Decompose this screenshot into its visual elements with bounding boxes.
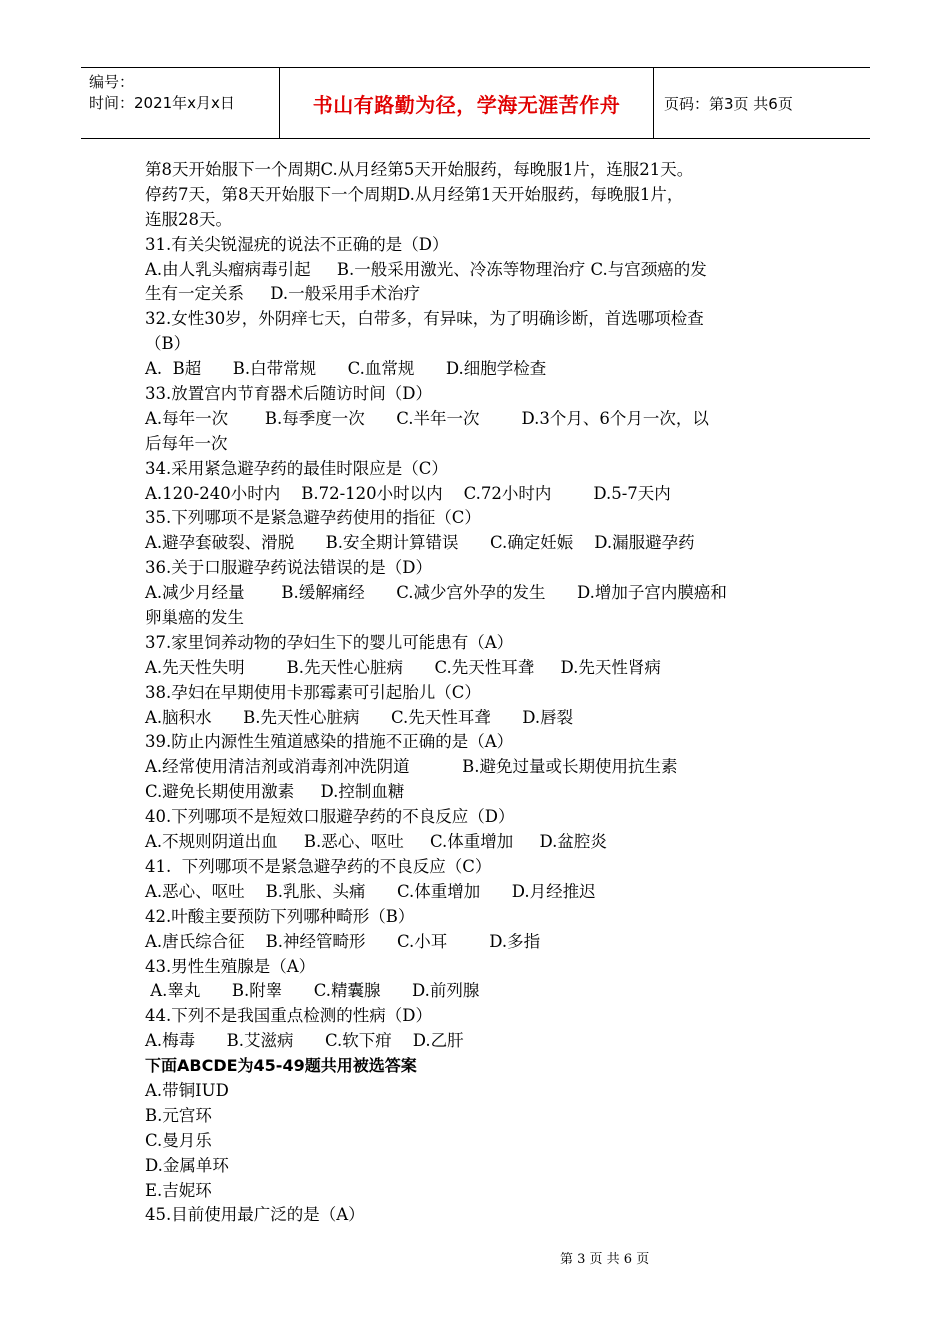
- text-line: A.避孕套破裂、滑脱 B.安全期计算错误 C.确定妊娠 D.漏服避孕药: [145, 533, 695, 553]
- page-label: 页码：第3页 共6页: [664, 94, 793, 113]
- document-body: [145, 158, 810, 1228]
- text-line: A.睾丸 B.附睾 C.精囊腺 D.前列腺: [145, 981, 480, 1001]
- text-line: 生有一定关系 D.一般采用手术治疗: [145, 284, 421, 304]
- text-line: 停药7天，第8天开始服下一个周期D.从月经第1天开始服药，每晚服1片，: [145, 184, 684, 204]
- text-line: 38.孕妇在早期使用卡那霉素可引起胎儿（C）: [145, 682, 481, 702]
- text-line: A.先天性失明 B.先天性心脏病 C.先天性耳聋 D.先天性肾病: [145, 657, 661, 677]
- text-line: 36.关于口服避孕药说法错误的是（D）: [145, 558, 432, 578]
- text-line: 39.防止内源性生殖道感染的措施不正确的是（A）: [145, 732, 514, 752]
- text-line: C.避免长期使用激素 D.控制血糖: [145, 782, 405, 802]
- text-line: A.不规则阴道出血 B.恶心、呕吐 C.体重增加 D.盆腔炎: [145, 832, 607, 852]
- page-footer: 第 3 页 共 6 页: [560, 1252, 650, 1267]
- date-label: 时间：2021年x月x日: [89, 94, 235, 112]
- text-line: 33.放置宫内节育器术后随访时间（D）: [145, 384, 432, 404]
- text-line: E.吉妮环: [145, 1180, 212, 1200]
- text-line: A.唐氏综合征 B.神经管畸形 C.小耳 D.多指: [145, 931, 541, 951]
- text-line: 35.下列哪项不是紧急避孕药使用的指征（C）: [145, 508, 481, 528]
- text-line: A.每年一次 B.每季度一次 C.半年一次 D.3个月、6个月一次，以: [145, 408, 709, 428]
- text-line: 40.下列哪项不是短效口服避孕药的不良反应（D）: [145, 807, 515, 827]
- text-line: 第8天开始服下一个周期C.从月经第5天开始服药，每晚服1片，连服21天。: [145, 160, 694, 179]
- header-motto-cell: [280, 68, 654, 138]
- text-line: 37.家里饲养动物的孕妇生下的婴儿可能患有（A）: [145, 632, 514, 652]
- text-line: B.元宫环: [145, 1105, 212, 1125]
- header-info-cell: [81, 68, 280, 138]
- text-line: 43.男性生殖腺是（A）: [145, 956, 316, 976]
- motto-text: 书山有路勤为径，学海无涯苦作舟: [312, 92, 621, 117]
- text-line: 42.叶酸主要预防下列哪种畸形（B）: [145, 906, 415, 926]
- text-line: 连服28天。: [145, 209, 232, 229]
- text-line: 后每年一次: [145, 433, 228, 453]
- text-line: 卵巢癌的发生: [145, 608, 244, 628]
- text-line: A.经常使用清洁剂或消毒剂冲洗阴道 B.避免过量或长期使用抗生素: [145, 757, 678, 777]
- page-header: [81, 67, 870, 139]
- text-line: 32.女性30岁，外阴痒七天，白带多，有异味，为了明确诊断，首选哪项检查: [145, 309, 704, 329]
- text-line: A.恶心、呕吐 B.乳胀、头痛 C.体重增加 D.月经推迟: [145, 881, 596, 901]
- text-line: A.梅毒 B.艾滋病 C.软下疳 D.乙肝: [145, 1031, 464, 1051]
- text-line: A.脑积水 B.先天性心脏病 C.先天性耳聋 D.唇裂: [145, 707, 574, 727]
- serial-label: 编号：: [89, 73, 135, 91]
- text-line: 41. 下列哪项不是紧急避孕药的不良反应（C）: [145, 856, 492, 876]
- text-line: D.金属单环: [145, 1155, 229, 1175]
- text-line: A.减少月经量 B.缓解痛经 C.减少宫外孕的发生 D.增加子宫内膜癌和: [145, 583, 727, 603]
- text-line: （B）: [145, 334, 191, 354]
- text-line: 45.目前使用最广泛的是（A）: [145, 1205, 365, 1225]
- text-line: A.120-240小时内 B.72-120小时以内 C.72小时内 D.5-7天内: [145, 483, 671, 503]
- text-line: 44.下列不是我国重点检测的性病（D）: [145, 1006, 432, 1026]
- text-line: 31.有关尖锐湿疣的说法不正确的是（D）: [145, 234, 449, 254]
- text-line: 34.采用紧急避孕药的最佳时限应是（C）: [145, 458, 448, 478]
- text-line: A. B超 B.白带常规 C.血常规 D.细胞学检查: [145, 359, 547, 379]
- text-line: A.由人乳头瘤病毒引起 B.一般采用激光、冷冻等物理治疗 C.与宫颈癌的发: [145, 259, 707, 279]
- text-line: C.曼月乐: [145, 1130, 212, 1150]
- header-page-cell: [654, 68, 870, 138]
- text-line: A.带铜IUD: [145, 1080, 229, 1100]
- section-heading: 下面ABCDE为45-49题共用被选答案: [145, 1056, 417, 1076]
